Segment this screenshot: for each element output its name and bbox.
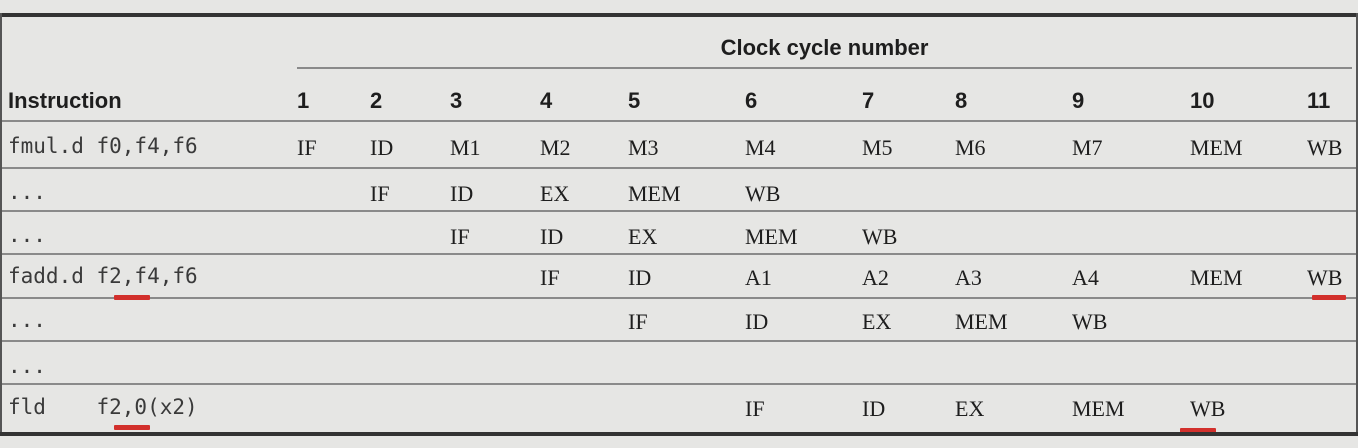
cycle-header-8: 8 [955, 88, 968, 113]
stage-cell: M5 [862, 135, 893, 160]
stage-cell: M3 [628, 135, 659, 160]
instruction-cell: fld f2,0(x2) [8, 395, 198, 419]
stage-cell: MEM [1190, 265, 1243, 290]
top-rule [0, 13, 1358, 17]
stage-cell: WB [1307, 135, 1343, 160]
hazard-mark-fadd-dest [114, 295, 150, 300]
stage-cell: WB [745, 181, 781, 206]
hazard-mark-fld-dest [114, 425, 150, 430]
bottom-rule [0, 432, 1358, 436]
stage-cell: A3 [955, 265, 982, 290]
stage-cell: M7 [1072, 135, 1103, 160]
stage-cell: MEM [955, 309, 1008, 334]
stage-cell: A4 [1072, 265, 1099, 290]
stage-cell: ID [370, 135, 394, 160]
stage-cell: M4 [745, 135, 776, 160]
cycle-header-7: 7 [862, 88, 875, 113]
instruction-heading: Instruction [8, 88, 122, 113]
row-divider [2, 167, 1356, 169]
stage-cell: MEM [1072, 396, 1125, 421]
hazard-mark-fadd-wb [1312, 295, 1346, 300]
cycle-header-5: 5 [628, 88, 641, 113]
stage-cell: IF [745, 396, 765, 421]
cycle-header-3: 3 [450, 88, 463, 113]
stage-cell: EX [540, 181, 570, 206]
stage-cell: WB [1072, 309, 1108, 334]
header-divider [2, 120, 1356, 122]
stage-cell: MEM [1190, 135, 1243, 160]
stage-cell: EX [862, 309, 892, 334]
stage-cell: WB [862, 224, 898, 249]
instruction-cell: fadd.d f2,f4,f6 [8, 264, 198, 288]
row-divider [2, 210, 1356, 212]
row-divider [2, 253, 1356, 255]
instruction-cell: ... [8, 308, 46, 332]
stage-cell: WB [1190, 396, 1226, 421]
row-divider [2, 383, 1356, 385]
row-divider [2, 297, 1356, 299]
cycle-header-9: 9 [1072, 88, 1085, 113]
stage-cell: MEM [745, 224, 798, 249]
cycle-header-2: 2 [370, 88, 383, 113]
stage-cell: A1 [745, 265, 772, 290]
stage-cell: EX [955, 396, 985, 421]
stage-cell: IF [450, 224, 470, 249]
stage-cell: WB [1307, 265, 1343, 290]
stage-cell: M1 [450, 135, 481, 160]
stage-cell: ID [628, 265, 652, 290]
left-border [0, 13, 2, 436]
clock-cycle-heading: Clock cycle number [720, 35, 929, 60]
instruction-cell: ... [8, 180, 46, 204]
instruction-cell: fmul.d f0,f4,f6 [8, 134, 198, 158]
stage-cell: ID [540, 224, 564, 249]
stage-cell: IF [628, 309, 648, 334]
instruction-cell: ... [8, 354, 46, 378]
stage-cell: ID [862, 396, 886, 421]
instruction-cell: ... [8, 223, 46, 247]
row-divider [2, 340, 1356, 342]
stage-cell: M6 [955, 135, 986, 160]
stage-cell: ID [745, 309, 769, 334]
stage-cell: IF [370, 181, 390, 206]
cycle-header-11: 11 [1307, 88, 1331, 113]
stage-cell: IF [297, 135, 317, 160]
cycle-header-6: 6 [745, 88, 758, 113]
cycle-header-4: 4 [540, 88, 553, 113]
stage-cell: A2 [862, 265, 889, 290]
stage-cell: M2 [540, 135, 571, 160]
stage-cell: ID [450, 181, 474, 206]
stage-cell: MEM [628, 181, 681, 206]
stage-cell: EX [628, 224, 658, 249]
stage-cell: IF [540, 265, 560, 290]
cycle-header-10: 10 [1190, 88, 1215, 113]
cycle-header-1: 1 [297, 88, 310, 113]
heading-underline [297, 67, 1352, 69]
